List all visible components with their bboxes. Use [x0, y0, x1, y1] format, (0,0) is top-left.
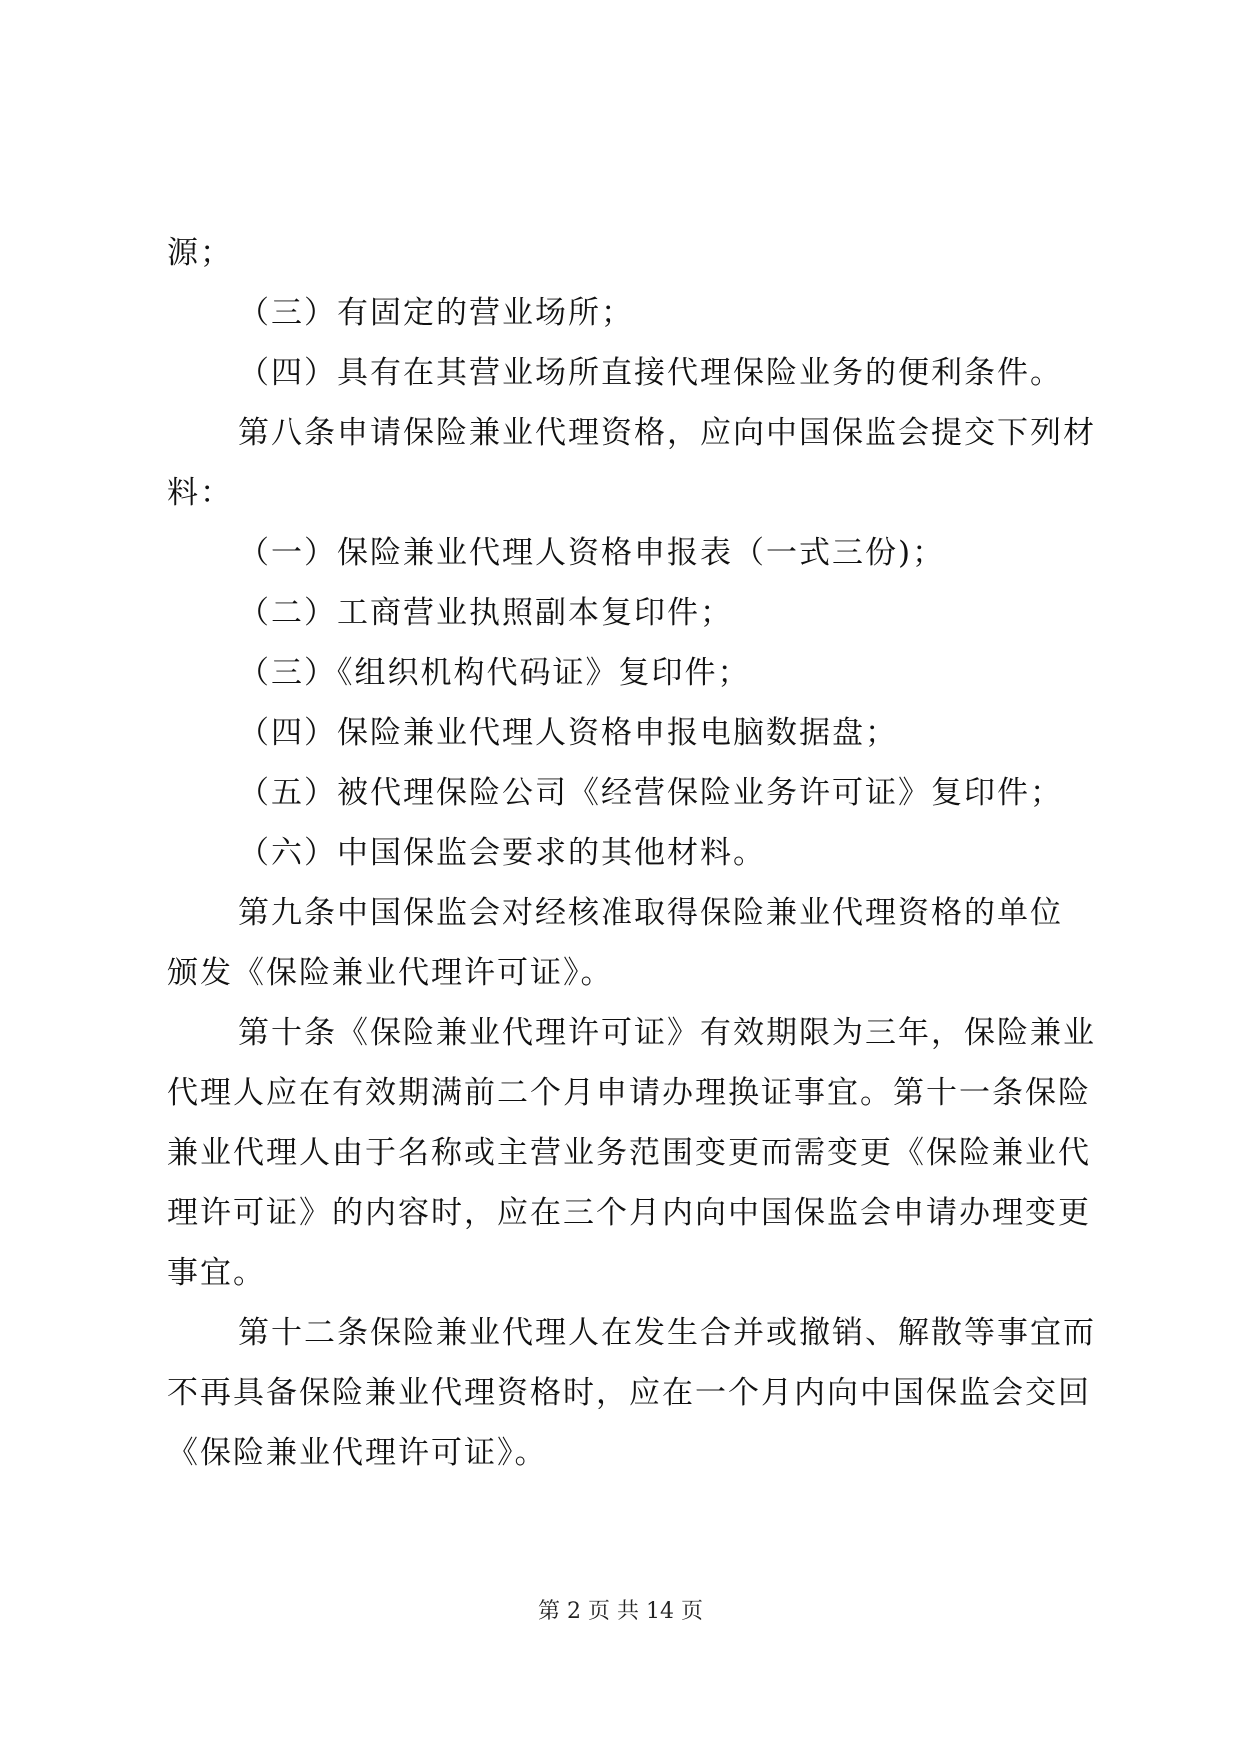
text-line: （四）具有在其营业场所直接代理保险业务的便利条件。 — [238, 355, 1063, 391]
text-line: 源； — [167, 235, 233, 271]
text-line: （三）《组织机构代码证》复印件； — [238, 655, 751, 691]
text-line: （三）有固定的营业场所； — [238, 295, 634, 331]
text-line: （四）保险兼业代理人资格申报电脑数据盘； — [238, 715, 898, 751]
text-line: 兼业代理人由于名称或主营业务范围变更而需变更《保险兼业代 — [167, 1135, 1091, 1171]
text-line: 第十条《保险兼业代理许可证》有效期限为三年，保险兼业 — [238, 1015, 1096, 1051]
text-line: 不再具备保险兼业代理资格时，应在一个月内向中国保监会交回 — [167, 1375, 1091, 1411]
text-line: （一）保险兼业代理人资格申报表（一式三份)； — [238, 535, 946, 571]
text-line: 第八条申请保险兼业代理资格，应向中国保监会提交下列材 — [238, 415, 1096, 451]
text-line: 《保险兼业代理许可证》。 — [167, 1435, 548, 1471]
text-line: （二）工商营业执照副本复印件； — [238, 595, 733, 631]
text-line: 颁发《保险兼业代理许可证》。 — [167, 955, 614, 991]
text-line: 理许可证》的内容时，应在三个月内向中国保监会申请办理变更 — [167, 1195, 1091, 1231]
page-footer: 第 2 页 共 14 页 — [538, 1599, 703, 1624]
text-line: 第十二条保险兼业代理人在发生合并或撤销、解散等事宜而 — [238, 1315, 1096, 1351]
text-line: 事宜。 — [167, 1255, 266, 1291]
text-line: （五）被代理保险公司《经营保险业务许可证》复印件； — [238, 775, 1063, 811]
text-line: 代理人应在有效期满前二个月申请办理换证事宜。第十一条保险 — [167, 1075, 1091, 1111]
text-line: 料： — [167, 475, 233, 511]
text-line: （六）中国保监会要求的其他材料。 — [238, 835, 766, 871]
text-line: 第九条中国保监会对经核准取得保险兼业代理资格的单位 — [238, 895, 1063, 931]
